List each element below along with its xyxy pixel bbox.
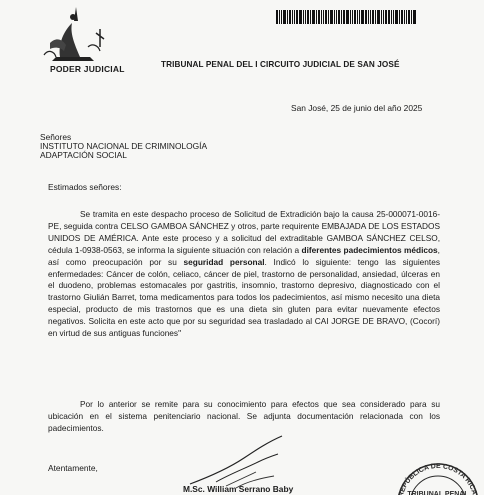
paragraph-2-text: Por lo anterior se remite para su conocimiento para efectos que sea considerado para su ubicación en el sistema penitenciario nacional. Se adjunta documentación relacionada con los padecimientos. [48,399,440,433]
barcode-bar [368,10,369,24]
barcode-bar [296,10,298,24]
barcode-bar [406,10,407,24]
judicial-emblem-logo [30,3,116,65]
court-name-heading: TRIBUNAL PENAL DEL I CIRCUITO JUDICIAL DE SAN JOSÉ [161,60,400,69]
barcode-bar [294,10,295,24]
barcode-bar [411,10,412,24]
barcode-bar [330,10,333,24]
barcode-bar [334,10,335,24]
barcode-bar [336,10,337,24]
barcode-bar [276,10,278,24]
barcode-bar [316,10,317,24]
barcode-bar [388,10,390,24]
barcode-bar [321,10,322,24]
barcode-bar [385,10,387,24]
barcode-bar [341,10,342,24]
date-line: San José, 25 de junio del año 2025 [291,103,423,113]
barcode-bar [404,10,405,24]
barcode-bar [377,10,380,24]
recipient-salutation: Señores [40,132,72,142]
greeting: Estimados señores: [48,182,122,192]
barcode-bar [383,10,384,24]
barcode-bar [325,10,327,24]
barcode-bar [307,10,309,24]
seal-center-text: TRIBUNAL PENAL [407,491,469,495]
barcode-bar [287,10,288,24]
barcode-bar [328,10,329,24]
barcode-bar [352,10,353,24]
barcode-bar [343,10,345,24]
barcode-bar [318,10,320,24]
barcode-bar [310,10,311,24]
barcode-bar [281,10,282,24]
barcode-bar [395,10,398,24]
barcode-bar [365,10,367,24]
barcode-bar [401,10,403,24]
barcode-bar [279,10,280,24]
barcode-bar [381,10,382,24]
paragraph-1-text-c: . Indicó lo siguiente: tengo las siguientes enfermedades: Cáncer de colón, celiaco, cáncer de piel, trastorno de personalidad, ansiedad, úlceras en el duodeno, problemas estomacales por gastritis, insomnio, trastorno depresivo, diagnosticado con el trastorno Giulián Barret, toma medicamentos para todos los padecimientos, así mismo necesito una dieta especial, producto de mis trastornos que es una dieta sin gluten para evitar nuevamente efectos negativos. Solicita en este acto que por su seguridad sea trasladado al CAI JORGE DE BRAVO, (Cocorí) en virtud de sus antiguas funciones" [48,256,440,339]
barcode-bar [372,10,374,24]
barcode-bar [312,10,315,24]
barcode-bar [354,10,356,24]
barcode-bar [413,10,416,24]
barcode-bar [361,10,364,24]
barcode-bar [375,10,376,24]
signer-name: M.Sc. William Serrano Baby [183,484,294,494]
handwritten-signature [186,432,296,492]
barcode-bar [303,10,304,24]
body-paragraph-1 [48,209,440,340]
barcode-bar [393,10,394,24]
closing-line: Atentamente, [48,463,98,473]
paragraph-1-bold-safety: seguridad personal [183,256,265,267]
barcode-bar [346,10,349,24]
barcode-bar [289,10,291,24]
recipient-department: ADAPTACIÓN SOCIAL [40,150,127,160]
barcode-graphic [276,10,476,24]
seal-ring-text: REPÚBLICA DE COSTA RICA [397,462,478,495]
barcode-bar [283,10,286,24]
paragraph-1-text-a: Se tramita en este despacho proceso de Solicitud de Extradición bajo la causa 25-000071-0016-PE, seguida contra CELSO GAMBOA SÁNCHEZ y otros, parte requirente EMBAJADA DE LOS ESTADOS UNIDOS DE AMÉRICA. Ante este proceso y a solicitud del extraditable GAMBOA SÁNCHEZ CELSO, cédula 1-0938-0563, se informa la siguiente situación con relación a [48,209,440,255]
barcode-bar [359,10,360,24]
barcode-bar [323,10,324,24]
barcode-bar [357,10,358,24]
barcode-bar [350,10,351,24]
barcode-bar [292,10,293,24]
body-paragraph-2 [48,399,440,435]
official-seal-stamp [388,458,482,495]
barcode-bar [408,10,410,24]
barcode-bar [305,10,306,24]
logo-caption: PODER JUDICIAL [50,64,125,74]
paragraph-1-text-b: , así como preocupación por su [48,244,440,267]
recipient-institution: INSTITUTO NACIONAL DE CRIMINOLOGÍA [40,141,208,151]
barcode-bar [370,10,371,24]
barcode-bar [338,10,340,24]
barcode-bar [391,10,392,24]
paragraph-1-bold-conditions: diferentes padecimientos médicos [301,244,438,255]
barcode-bar [299,10,302,24]
barcode-bar [399,10,400,24]
